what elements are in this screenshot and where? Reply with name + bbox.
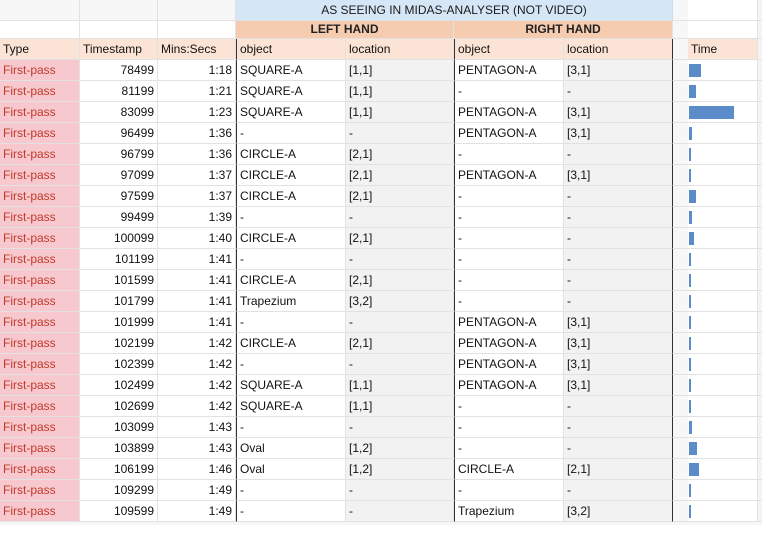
left-object-cell[interactable]: CIRCLE-A xyxy=(236,228,346,249)
right-object-cell[interactable]: - xyxy=(454,396,564,417)
cell-blank[interactable] xyxy=(673,165,688,186)
type-cell[interactable]: First-pass xyxy=(0,249,80,270)
left-object-cell[interactable]: - xyxy=(236,480,346,501)
time-bar xyxy=(689,316,691,329)
cell-blank xyxy=(758,207,762,228)
time-bar-cell[interactable] xyxy=(688,375,758,396)
minsec-cell[interactable]: 1:41 xyxy=(158,270,236,291)
left-location-cell[interactable]: [1,1] xyxy=(346,60,454,81)
left-hand-header[interactable]: LEFT HAND xyxy=(236,21,454,39)
cell-blank xyxy=(758,312,762,333)
type-cell[interactable]: First-pass xyxy=(0,291,80,312)
minsec-cell[interactable]: 1:37 xyxy=(158,186,236,207)
cell-blank[interactable] xyxy=(673,144,688,165)
time-bar xyxy=(689,169,691,182)
cell-blank[interactable] xyxy=(673,207,688,228)
time-bar xyxy=(689,484,691,497)
cell-blank[interactable] xyxy=(673,312,688,333)
time-bar-cell[interactable] xyxy=(688,186,758,207)
cell-blank[interactable] xyxy=(673,270,688,291)
right-location-cell[interactable]: [2,1] xyxy=(564,459,673,480)
right-location-cell[interactable]: [3,1] xyxy=(564,333,673,354)
type-cell[interactable]: First-pass xyxy=(0,438,80,459)
time-bar xyxy=(689,64,701,77)
time-bar-cell[interactable] xyxy=(688,270,758,291)
right-location-cell[interactable]: - xyxy=(564,438,673,459)
time-bar xyxy=(689,274,691,287)
cell-blank[interactable] xyxy=(0,0,80,21)
type-cell[interactable]: First-pass xyxy=(0,459,80,480)
timestamp-cell[interactable]: 101799 xyxy=(80,291,158,312)
header-type[interactable]: Type xyxy=(0,39,80,60)
left-location-cell[interactable]: [1,1] xyxy=(346,81,454,102)
left-location-cell[interactable]: - xyxy=(346,123,454,144)
header-time[interactable]: Time xyxy=(688,39,758,60)
right-location-cell[interactable]: [3,1] xyxy=(564,354,673,375)
cell-blank xyxy=(758,165,762,186)
left-object-cell[interactable]: SQUARE-A xyxy=(236,81,346,102)
right-object-cell[interactable]: Trapezium xyxy=(454,501,564,522)
left-object-cell[interactable]: CIRCLE-A xyxy=(236,186,346,207)
right-hand-header[interactable]: RIGHT HAND xyxy=(454,21,673,39)
minsec-cell[interactable]: 1:41 xyxy=(158,312,236,333)
minsec-cell[interactable]: 1:42 xyxy=(158,333,236,354)
right-object-cell[interactable]: - xyxy=(454,186,564,207)
minsec-cell[interactable]: 1:49 xyxy=(158,501,236,522)
left-location-cell[interactable]: [2,1] xyxy=(346,333,454,354)
cell-blank[interactable] xyxy=(673,249,688,270)
cell-blank[interactable] xyxy=(688,21,758,39)
left-location-cell[interactable]: [1,2] xyxy=(346,459,454,480)
timestamp-cell[interactable]: 106199 xyxy=(80,459,158,480)
cell-blank[interactable] xyxy=(673,354,688,375)
cell-blank xyxy=(758,291,762,312)
time-bar xyxy=(689,505,691,518)
left-location-cell[interactable]: [1,1] xyxy=(346,102,454,123)
cell-blank xyxy=(758,480,762,501)
left-location-cell[interactable]: [2,1] xyxy=(346,165,454,186)
minsec-cell[interactable]: 1:42 xyxy=(158,354,236,375)
time-bar-cell[interactable] xyxy=(688,123,758,144)
minsec-cell[interactable]: 1:49 xyxy=(158,480,236,501)
right-location-cell[interactable]: [3,1] xyxy=(564,102,673,123)
timestamp-cell[interactable]: 109599 xyxy=(80,501,158,522)
cell-blank[interactable] xyxy=(80,0,158,21)
time-bar-cell[interactable] xyxy=(688,480,758,501)
cell-blank[interactable] xyxy=(0,21,80,39)
cell-blank[interactable] xyxy=(673,396,688,417)
time-bar-cell[interactable] xyxy=(688,81,758,102)
left-object-cell[interactable]: SQUARE-A xyxy=(236,375,346,396)
timestamp-cell[interactable]: 81199 xyxy=(80,81,158,102)
type-cell[interactable]: First-pass xyxy=(0,375,80,396)
cell-blank[interactable] xyxy=(673,123,688,144)
timestamp-cell[interactable]: 78499 xyxy=(80,60,158,81)
timestamp-cell[interactable]: 97099 xyxy=(80,165,158,186)
type-cell[interactable]: First-pass xyxy=(0,81,80,102)
header-minsec[interactable]: Mins:Secs xyxy=(158,39,236,60)
type-cell[interactable]: First-pass xyxy=(0,186,80,207)
time-bar-cell[interactable] xyxy=(688,459,758,480)
cell-blank[interactable] xyxy=(673,21,688,39)
left-location-cell[interactable]: [1,2] xyxy=(346,438,454,459)
right-object-cell[interactable]: - xyxy=(454,291,564,312)
banner-title[interactable]: AS SEEING IN MIDAS-ANALYSER (NOT VIDEO) xyxy=(236,0,673,21)
right-object-cell[interactable]: - xyxy=(454,438,564,459)
right-object-cell[interactable]: - xyxy=(454,417,564,438)
cell-blank xyxy=(758,81,762,102)
right-location-cell[interactable]: - xyxy=(564,291,673,312)
right-object-cell[interactable]: - xyxy=(454,270,564,291)
left-location-cell[interactable]: - xyxy=(346,480,454,501)
time-bar-cell[interactable] xyxy=(688,144,758,165)
header-right-location[interactable]: location xyxy=(564,39,673,60)
cell-blank xyxy=(758,438,762,459)
minsec-cell[interactable]: 1:37 xyxy=(158,165,236,186)
timestamp-cell[interactable]: 101199 xyxy=(80,249,158,270)
header-right-object[interactable]: object xyxy=(454,39,564,60)
minsec-cell[interactable]: 1:23 xyxy=(158,102,236,123)
right-location-cell[interactable]: [3,1] xyxy=(564,165,673,186)
left-object-cell[interactable]: - xyxy=(236,417,346,438)
time-bar xyxy=(689,85,696,98)
cell-blank[interactable] xyxy=(158,21,236,39)
right-location-cell[interactable]: [3,1] xyxy=(564,123,673,144)
time-bar-cell[interactable] xyxy=(688,60,758,81)
time-bar xyxy=(689,379,691,392)
timestamp-cell[interactable]: 97599 xyxy=(80,186,158,207)
time-bar xyxy=(689,106,734,119)
left-object-cell[interactable]: SQUARE-A xyxy=(236,396,346,417)
right-object-cell[interactable]: PENTAGON-A xyxy=(454,102,564,123)
type-cell[interactable]: First-pass xyxy=(0,270,80,291)
right-location-cell[interactable]: - xyxy=(564,81,673,102)
cell-blank xyxy=(758,354,762,375)
cell-blank xyxy=(758,396,762,417)
minsec-cell[interactable]: 1:42 xyxy=(158,375,236,396)
timestamp-cell[interactable]: 99499 xyxy=(80,207,158,228)
right-location-cell[interactable]: - xyxy=(564,186,673,207)
minsec-cell[interactable]: 1:36 xyxy=(158,144,236,165)
cell-blank xyxy=(758,186,762,207)
right-object-cell[interactable]: - xyxy=(454,249,564,270)
cell-blank[interactable] xyxy=(673,480,688,501)
time-bar xyxy=(689,127,692,140)
time-bar xyxy=(689,400,691,413)
cell-blank xyxy=(758,270,762,291)
minsec-cell[interactable]: 1:41 xyxy=(158,291,236,312)
time-bar xyxy=(689,232,694,245)
time-bar-cell[interactable] xyxy=(688,417,758,438)
cell-blank[interactable] xyxy=(673,81,688,102)
right-object-cell[interactable]: CIRCLE-A xyxy=(454,459,564,480)
time-bar xyxy=(689,148,691,161)
time-bar-cell[interactable] xyxy=(688,291,758,312)
right-object-cell[interactable]: PENTAGON-A xyxy=(454,123,564,144)
right-object-cell[interactable]: PENTAGON-A xyxy=(454,60,564,81)
right-location-cell[interactable]: [3,1] xyxy=(564,60,673,81)
cell-blank[interactable] xyxy=(673,186,688,207)
time-bar-cell[interactable] xyxy=(688,438,758,459)
left-location-cell[interactable]: [2,1] xyxy=(346,144,454,165)
left-location-cell[interactable]: - xyxy=(346,207,454,228)
right-object-cell[interactable]: PENTAGON-A xyxy=(454,375,564,396)
cell-blank xyxy=(758,60,762,81)
time-bar xyxy=(689,211,692,224)
right-location-cell[interactable]: - xyxy=(564,270,673,291)
cell-blank[interactable] xyxy=(673,0,688,21)
type-cell[interactable]: First-pass xyxy=(0,207,80,228)
right-object-cell[interactable]: PENTAGON-A xyxy=(454,333,564,354)
right-object-cell[interactable]: PENTAGON-A xyxy=(454,165,564,186)
left-location-cell[interactable]: [2,1] xyxy=(346,186,454,207)
left-object-cell[interactable]: - xyxy=(236,354,346,375)
cell-blank xyxy=(758,249,762,270)
cell-blank[interactable] xyxy=(673,39,688,60)
type-cell[interactable]: First-pass xyxy=(0,102,80,123)
right-object-cell[interactable]: - xyxy=(454,480,564,501)
right-location-cell[interactable]: - xyxy=(564,249,673,270)
minsec-cell[interactable]: 1:39 xyxy=(158,207,236,228)
cell-blank xyxy=(758,39,762,60)
left-object-cell[interactable]: - xyxy=(236,501,346,522)
cell-blank[interactable] xyxy=(673,228,688,249)
time-bar-cell[interactable] xyxy=(688,501,758,522)
time-bar xyxy=(689,295,691,308)
left-location-cell[interactable]: [1,1] xyxy=(346,375,454,396)
right-location-cell[interactable]: [3,1] xyxy=(564,375,673,396)
left-object-cell[interactable]: - xyxy=(236,249,346,270)
time-bar-cell[interactable] xyxy=(688,312,758,333)
type-cell[interactable]: First-pass xyxy=(0,396,80,417)
minsec-cell[interactable]: 1:46 xyxy=(158,459,236,480)
minsec-cell[interactable]: 1:43 xyxy=(158,438,236,459)
time-bar-cell[interactable] xyxy=(688,102,758,123)
right-object-cell[interactable]: - xyxy=(454,144,564,165)
minsec-cell[interactable]: 1:42 xyxy=(158,396,236,417)
left-object-cell[interactable]: Trapezium xyxy=(236,291,346,312)
type-cell[interactable]: First-pass xyxy=(0,333,80,354)
cell-blank[interactable] xyxy=(673,60,688,81)
cell-blank xyxy=(758,228,762,249)
cell-blank[interactable] xyxy=(673,102,688,123)
timestamp-cell[interactable]: 102399 xyxy=(80,354,158,375)
time-bar-cell[interactable] xyxy=(688,396,758,417)
cell-blank xyxy=(758,102,762,123)
right-object-cell[interactable]: PENTAGON-A xyxy=(454,312,564,333)
left-location-cell[interactable]: [3,2] xyxy=(346,291,454,312)
type-cell[interactable]: First-pass xyxy=(0,501,80,522)
left-location-cell[interactable]: - xyxy=(346,501,454,522)
right-location-cell[interactable]: - xyxy=(564,396,673,417)
timestamp-cell[interactable]: 101599 xyxy=(80,270,158,291)
timestamp-cell[interactable]: 96799 xyxy=(80,144,158,165)
timestamp-cell[interactable]: 102199 xyxy=(80,333,158,354)
time-bar-cell[interactable] xyxy=(688,333,758,354)
timestamp-cell[interactable]: 100099 xyxy=(80,228,158,249)
header-timestamp[interactable]: Timestamp xyxy=(80,39,158,60)
type-cell[interactable]: First-pass xyxy=(0,228,80,249)
type-cell[interactable]: First-pass xyxy=(0,144,80,165)
left-object-cell[interactable]: CIRCLE-A xyxy=(236,270,346,291)
cell-blank[interactable] xyxy=(673,459,688,480)
left-location-cell[interactable]: - xyxy=(346,249,454,270)
cell-blank xyxy=(758,417,762,438)
time-bar xyxy=(689,442,697,455)
cell-blank xyxy=(758,375,762,396)
type-cell[interactable]: First-pass xyxy=(0,60,80,81)
timestamp-cell[interactable]: 101999 xyxy=(80,312,158,333)
minsec-cell[interactable]: 1:40 xyxy=(158,228,236,249)
left-object-cell[interactable]: SQUARE-A xyxy=(236,102,346,123)
left-object-cell[interactable]: CIRCLE-A xyxy=(236,165,346,186)
cell-blank[interactable] xyxy=(673,333,688,354)
minsec-cell[interactable]: 1:43 xyxy=(158,417,236,438)
left-object-cell[interactable]: - xyxy=(236,123,346,144)
right-location-cell[interactable]: - xyxy=(564,228,673,249)
header-left-object[interactable]: object xyxy=(236,39,346,60)
minsec-cell[interactable]: 1:41 xyxy=(158,249,236,270)
time-bar-cell[interactable] xyxy=(688,249,758,270)
time-bar xyxy=(689,253,691,266)
timestamp-cell[interactable]: 103099 xyxy=(80,417,158,438)
cell-blank[interactable] xyxy=(673,291,688,312)
right-location-cell[interactable]: - xyxy=(564,480,673,501)
left-object-cell[interactable]: SQUARE-A xyxy=(236,60,346,81)
right-location-cell[interactable]: - xyxy=(564,207,673,228)
right-object-cell[interactable]: - xyxy=(454,207,564,228)
minsec-cell[interactable]: 1:21 xyxy=(158,81,236,102)
left-location-cell[interactable]: - xyxy=(346,312,454,333)
cell-blank xyxy=(758,501,762,522)
cell-blank xyxy=(758,144,762,165)
left-object-cell[interactable]: CIRCLE-A xyxy=(236,144,346,165)
type-cell[interactable]: First-pass xyxy=(0,417,80,438)
time-bar xyxy=(689,421,692,434)
timestamp-cell[interactable]: 96499 xyxy=(80,123,158,144)
cell-blank xyxy=(758,459,762,480)
cell-blank[interactable] xyxy=(673,501,688,522)
time-bar xyxy=(689,190,696,203)
left-location-cell[interactable]: [2,1] xyxy=(346,270,454,291)
timestamp-cell[interactable]: 109299 xyxy=(80,480,158,501)
timestamp-cell[interactable]: 83099 xyxy=(80,102,158,123)
right-object-cell[interactable]: - xyxy=(454,81,564,102)
type-cell[interactable]: First-pass xyxy=(0,354,80,375)
type-cell[interactable]: First-pass xyxy=(0,165,80,186)
header-left-location[interactable]: location xyxy=(346,39,454,60)
right-location-cell[interactable]: - xyxy=(564,144,673,165)
time-bar xyxy=(689,337,691,350)
type-cell[interactable]: First-pass xyxy=(0,480,80,501)
cell-blank[interactable] xyxy=(673,438,688,459)
left-location-cell[interactable]: [1,1] xyxy=(346,396,454,417)
right-object-cell[interactable]: - xyxy=(454,228,564,249)
timestamp-cell[interactable]: 102499 xyxy=(80,375,158,396)
left-location-cell[interactable]: [2,1] xyxy=(346,228,454,249)
left-location-cell[interactable]: - xyxy=(346,354,454,375)
cell-blank[interactable] xyxy=(688,0,758,21)
timestamp-cell[interactable]: 103899 xyxy=(80,438,158,459)
time-bar xyxy=(689,463,699,476)
time-bar-cell[interactable] xyxy=(688,165,758,186)
cell-blank xyxy=(758,123,762,144)
left-object-cell[interactable]: - xyxy=(236,207,346,228)
type-cell[interactable]: First-pass xyxy=(0,312,80,333)
cell-blank[interactable] xyxy=(158,0,236,21)
cell-blank xyxy=(758,333,762,354)
left-object-cell[interactable]: - xyxy=(236,312,346,333)
right-location-cell[interactable]: - xyxy=(564,417,673,438)
right-location-cell[interactable]: [3,2] xyxy=(564,501,673,522)
right-location-cell[interactable]: [3,1] xyxy=(564,312,673,333)
cell-blank xyxy=(758,0,762,21)
type-cell[interactable]: First-pass xyxy=(0,123,80,144)
left-location-cell[interactable]: - xyxy=(346,417,454,438)
time-bar-cell[interactable] xyxy=(688,207,758,228)
time-bar-cell[interactable] xyxy=(688,354,758,375)
cell-blank[interactable] xyxy=(673,375,688,396)
cell-blank[interactable] xyxy=(80,21,158,39)
left-object-cell[interactable]: Oval xyxy=(236,459,346,480)
left-object-cell[interactable]: CIRCLE-A xyxy=(236,333,346,354)
time-bar xyxy=(689,358,691,371)
cell-blank[interactable] xyxy=(673,417,688,438)
timestamp-cell[interactable]: 102699 xyxy=(80,396,158,417)
minsec-cell[interactable]: 1:18 xyxy=(158,60,236,81)
left-object-cell[interactable]: Oval xyxy=(236,438,346,459)
cell-blank xyxy=(758,21,762,39)
time-bar-cell[interactable] xyxy=(688,228,758,249)
right-object-cell[interactable]: PENTAGON-A xyxy=(454,354,564,375)
minsec-cell[interactable]: 1:36 xyxy=(158,123,236,144)
